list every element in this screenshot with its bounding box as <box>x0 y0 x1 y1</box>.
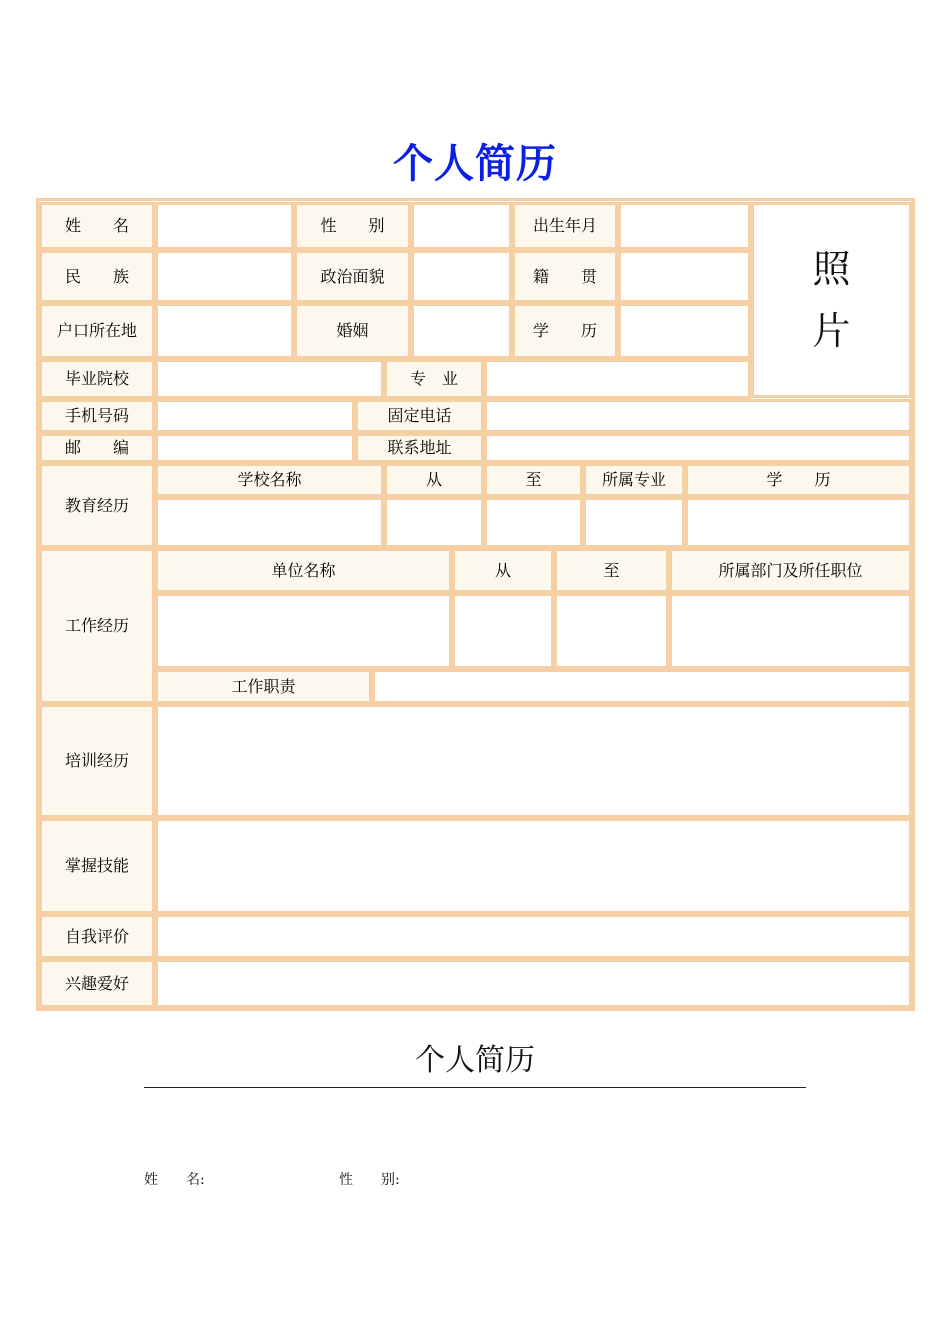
household-field[interactable] <box>155 303 294 359</box>
work-header-company: 单位名称 <box>155 548 452 593</box>
ethnicity-label: 民 族 <box>39 250 155 303</box>
edu-header-school: 学校名称 <box>155 463 384 497</box>
title-divider <box>144 1087 806 1088</box>
self-eval-label: 自我评价 <box>39 914 155 959</box>
landline-field[interactable] <box>484 399 912 433</box>
education-label: 学 历 <box>512 303 618 359</box>
birth-field[interactable] <box>618 202 751 250</box>
marital-field[interactable] <box>411 303 512 359</box>
section2-name-label: 姓 名: <box>144 1172 205 1188</box>
edu-degree-field[interactable] <box>685 497 912 548</box>
training-field[interactable] <box>155 704 912 818</box>
school-label: 毕业院校 <box>39 359 155 399</box>
hobbies-field[interactable] <box>155 959 912 1008</box>
gender-field[interactable] <box>411 202 512 250</box>
section2-gender-label: 性 别: <box>339 1172 400 1188</box>
ethnicity-field[interactable] <box>155 250 294 303</box>
work-history-label: 工作经历 <box>39 548 155 704</box>
work-company-field[interactable] <box>155 593 452 669</box>
edu-header-major: 所属专业 <box>583 463 685 497</box>
political-field[interactable] <box>411 250 512 303</box>
marital-label: 婚姻 <box>294 303 411 359</box>
edu-header-degree: 学 历 <box>685 463 912 497</box>
school-field[interactable] <box>155 359 384 399</box>
work-duties-field[interactable] <box>372 669 912 704</box>
household-label: 户口所在地 <box>39 303 155 359</box>
major-label: 专 业 <box>384 359 484 399</box>
self-eval-field[interactable] <box>155 914 912 959</box>
gender-label: 性 别 <box>294 202 411 250</box>
name-label: 姓 名 <box>39 202 155 250</box>
edu-header-to: 至 <box>484 463 583 497</box>
photo-box[interactable] <box>751 202 912 398</box>
training-label: 培训经历 <box>39 704 155 818</box>
postcode-field[interactable] <box>155 433 355 463</box>
work-from-field[interactable] <box>452 593 554 669</box>
name-field[interactable] <box>155 202 294 250</box>
edu-to-field[interactable] <box>484 497 583 548</box>
native-place-label: 籍 贯 <box>512 250 618 303</box>
birth-label: 出生年月 <box>512 202 618 250</box>
mobile-label: 手机号码 <box>39 399 155 433</box>
major-field[interactable] <box>484 359 751 399</box>
edu-from-field[interactable] <box>384 497 484 548</box>
political-label: 政治面貌 <box>294 250 411 303</box>
section2-title: 个人简历 <box>415 1043 535 1078</box>
work-position-field[interactable] <box>669 593 912 669</box>
landline-label: 固定电话 <box>355 399 484 433</box>
address-field[interactable] <box>484 433 912 463</box>
hobbies-label: 兴趣爱好 <box>39 959 155 1008</box>
skills-field[interactable] <box>155 818 912 914</box>
edu-school-field[interactable] <box>155 497 384 548</box>
skills-label: 掌握技能 <box>39 818 155 914</box>
edu-header-from: 从 <box>384 463 484 497</box>
native-place-field[interactable] <box>618 250 751 303</box>
work-to-field[interactable] <box>554 593 669 669</box>
edu-major-field[interactable] <box>583 497 685 548</box>
work-header-to: 至 <box>554 548 669 593</box>
photo-label-line2: 片 <box>812 309 851 353</box>
work-header-from: 从 <box>452 548 554 593</box>
edu-history-label: 教育经历 <box>39 463 155 548</box>
mobile-field[interactable] <box>155 399 355 433</box>
page-title: 个人简历 <box>393 141 557 187</box>
postcode-label: 邮 编 <box>39 433 155 463</box>
photo-label-line1: 照 <box>812 247 851 291</box>
work-duties-label: 工作职责 <box>155 669 372 704</box>
address-label: 联系地址 <box>355 433 484 463</box>
education-field[interactable] <box>618 303 751 359</box>
work-header-position: 所属部门及所任职位 <box>669 548 912 593</box>
